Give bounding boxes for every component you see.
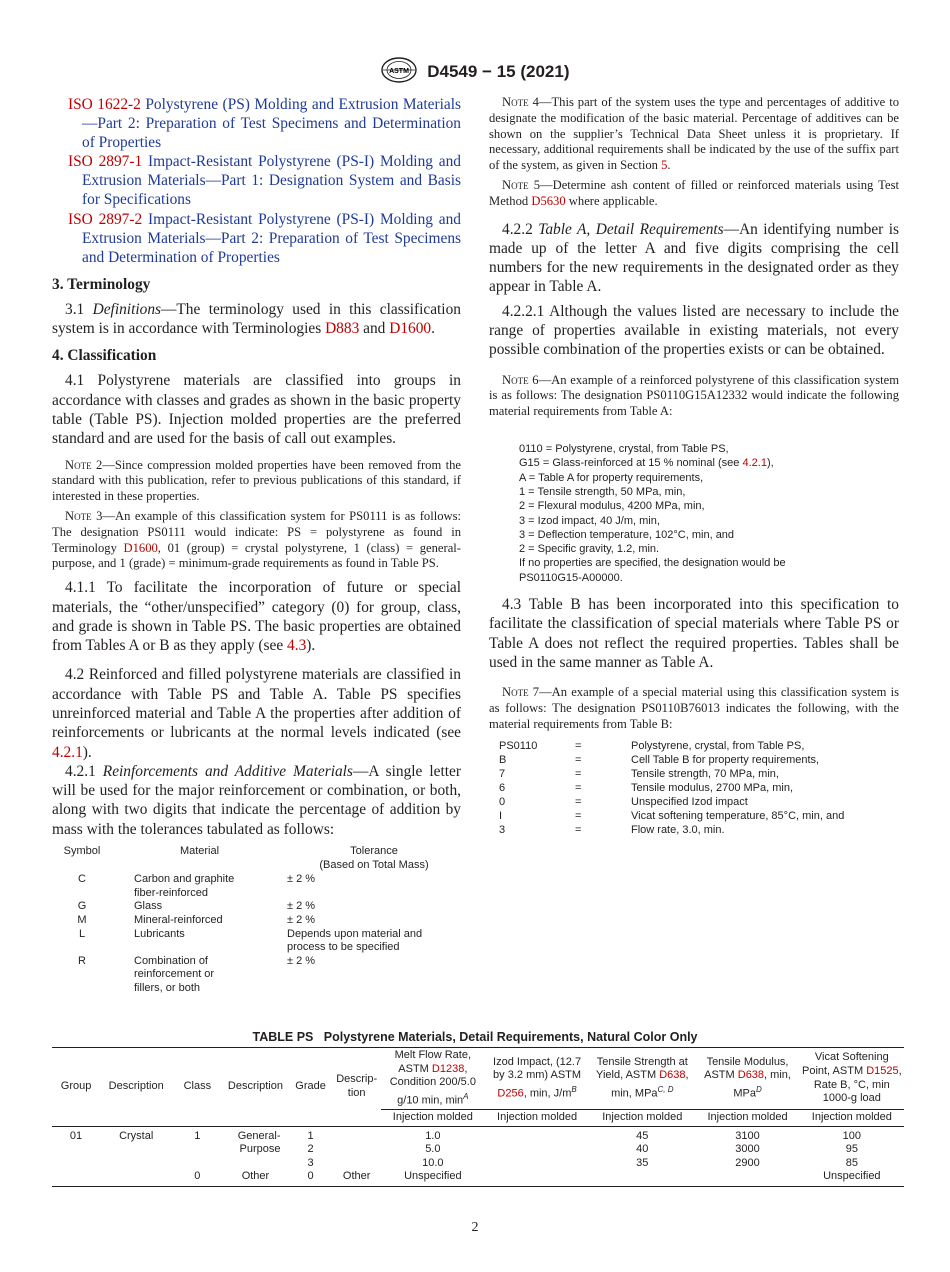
column-header: Tolerance (Based on Total Mass) xyxy=(319,845,429,871)
paragraph-4-3: 4.3 Table B has been incorporated into this specification to facilitate the classification of special materials where Table PS or Table A does not reflect the required properties. Tables shall be used in the same manner as Table A. xyxy=(489,596,899,671)
note-3: Note 3—An example of this classification system for PS0111 is as follows: The designation PS0111 would indicate: PS = polystyrene as found in Terminology D1600, 01 (group) = crystal polystyrene, 1 (class) = general-purpose, and 1 (grade) = minimum-grade requirements as found in Table PS. xyxy=(52,509,461,571)
paragraph-3-1: 3.1 Definitions—The terminology used in this classification system is in accordance with Terminologies D883 and D1600. xyxy=(52,300,461,338)
ref-link-d638[interactable]: D638 xyxy=(737,1069,765,1082)
ref-link-d256[interactable]: D256 xyxy=(497,1087,524,1100)
ref-link-d1525[interactable]: D1525 xyxy=(866,1064,899,1077)
ref-link-d5630[interactable]: D5630 xyxy=(531,193,566,208)
table-row: C Carbon and graphite fiber-reinforced ± 2 % xyxy=(78,873,316,899)
section-heading-classification: 4. Classification xyxy=(52,347,157,365)
table-row: 0 = Unspecified Izod impact xyxy=(499,795,748,808)
table-row: I = Vicat softening temperature, 85°C, min, and xyxy=(499,809,845,822)
iso-code[interactable]: ISO 2897-2 xyxy=(68,210,143,228)
table-row: 0 Other 0 Other Unspecified Unspecified xyxy=(52,1170,904,1186)
table-row: 3 10.0 35 2900 85 xyxy=(307,1156,858,1169)
column-subheader: Injection molded xyxy=(392,1111,473,1124)
ref-link-4-3[interactable]: 4.3 xyxy=(287,637,307,655)
column-subheader: Injection molded xyxy=(602,1111,683,1124)
column-header: Grade xyxy=(295,1080,326,1093)
table-row: B = Cell Table B for property requirements, xyxy=(499,753,820,766)
paragraph-4-2-2: 4.2.2 Table A, Detail Requirements—An identifying number is made up of the letter A and five digits comprising the cell numbers for the new requirements in the designated order as they appear in Table A. xyxy=(489,220,899,296)
paragraph-4-1: 4.1 Polystyrene materials are classified into groups in accordance with classes and grades as shown in the basic property table (Table PS). Injection molded properties are the preferred standard and are used for the basis of call out examples. xyxy=(52,372,461,448)
ref-link-d638[interactable]: D638 xyxy=(659,1069,686,1082)
table-ps xyxy=(52,1047,904,1187)
column-header: Vicat Softening Point, ASTM D1525, Rate B, °C, min 1000-g load xyxy=(801,1051,902,1105)
paragraph-4-2-2-1: 4.2.2.1 Although the values listed are necessary to include the range of properties available in existing materials, not every possible combination of the properties exists or can be obtained. xyxy=(489,302,899,359)
column-subheader: Injection molded xyxy=(497,1111,578,1124)
column-subheader: Injection molded xyxy=(811,1111,892,1124)
ref-link-d1238[interactable]: D1238 xyxy=(431,1062,465,1075)
table-row: G Glass ± 2 % xyxy=(77,900,316,913)
column-header: Izod Impact, (12.7 by 3.2 mm) ASTM D256, min, $J/m^B$ xyxy=(493,1055,582,1100)
iso-reference-list xyxy=(52,95,461,267)
column-subheader: Injection molded xyxy=(707,1111,788,1124)
table-row: 3 = Flow rate, 3.0, min. xyxy=(499,823,725,836)
astm-logo-icon xyxy=(381,57,417,88)
note-6: Note 6—An example of a reinforced polystyrene of this classification system is as follows: The designation PS0110G15A12332 would indicate the following material requirements from Table A: xyxy=(489,372,900,419)
ref-link-section-5[interactable]: 5 xyxy=(661,158,668,173)
column-header: Class xyxy=(183,1080,212,1093)
table-row: M Mineral-reinforced ± 2 % xyxy=(77,914,316,927)
column-header: Symbol xyxy=(63,845,101,858)
column-header: Material xyxy=(179,845,220,858)
table-row: R Combination of reinforcement or fillers, or both ± 2 % xyxy=(78,954,316,994)
table-row: L Lubricants Depends upon material and process to be specified xyxy=(78,927,423,954)
table-ps-title: TABLE PS Polystyrene Materials, Detail Requirements, Natural Color Only xyxy=(252,1030,698,1044)
iso-reference xyxy=(52,152,461,209)
right-column xyxy=(489,95,899,837)
document-designation: D4549 − 15 (2021) xyxy=(427,61,570,81)
table-row: 6 = Tensile modulus, 2700 MPa, min, xyxy=(499,781,794,794)
iso-title[interactable]: Impact-Resistant Polystyrene (PS-I) Molding and Extrusion Materials—Part 2: Preparation of Test Specimens and Determination of Properties xyxy=(82,210,461,266)
iso-code[interactable]: ISO 2897-1 xyxy=(68,153,143,171)
table-row: 01 Crystal 1 General- 1 1.0 45 3100 100 xyxy=(69,1129,861,1142)
note-4: Note 4—This part of the system uses the type and percentages of additive to designate the modification of the basic material. Percentage of additives can be shown on the supplier’s Technical Data Sheet unless it is proprietary. If necessary, additional requirements shall be indicated by the use of the suffix part of the system, as given in Section 5. xyxy=(489,95,899,173)
ref-link-d1600[interactable]: D1600 xyxy=(389,320,432,338)
column-header: Tensile Strength at Yield, ASTM D638, min, MPa$^{C, D}$ xyxy=(596,1055,689,1100)
tolerance-table xyxy=(52,845,461,996)
note-2: Note 2—Since compression molded properties have been removed from the standard with this publication, refer to previous publications of this standard, if interested in these properties. xyxy=(52,457,461,504)
iso-title[interactable]: Impact-Resistant Polystyrene (PS-I) Molding and Extrusion Materials—Part 1: Designation System and Basis for Specifications xyxy=(82,153,461,209)
column-header: Group xyxy=(60,1080,92,1093)
ref-link-d1600[interactable]: D1600 xyxy=(123,540,158,555)
example-designation-7 xyxy=(499,739,844,837)
example-designation-6: 0110 = Polystyrene, crystal, from Table PS, G15 = Glass-reinforced at 15 % nominal (see 4.2.1), A = Table A for property requirements, 1 = Tensile strength, 50 MPa, min, 2 = Flexural modulus, 4200 MPa, min, 3 = Izod impact, 40 J/m, min, 3 = Deflection temperature, 102°C, min, and 2 = Specific gravity, 1.2, min. If no properties are specified, the designation would be PS0110G15-A00000. xyxy=(519,443,786,584)
iso-reference xyxy=(52,95,461,152)
column-header: Melt Flow Rate, ASTM D1238, Condition 200/5.0 g/10 min, $\min^A$ xyxy=(389,1049,476,1107)
note-5: Note 5—Determine ash content of filled or reinforced materials using Test Method D5630 where applicable. xyxy=(489,177,899,208)
paragraph-4-1-1: 4.1.1 To facilitate the incorporation of future or special materials, the “other/unspecified” category (0) for group, class, and grade is shown in Table PS. The basic properties are obtained from Tables A or B as they apply (see 4.3). xyxy=(52,579,461,655)
note-7: Note 7—An example of a special material using this classification system is as follows: The designation PS0110B76013 indicates the following, with the material requirements from Table B: xyxy=(489,685,899,731)
left-column xyxy=(52,95,461,996)
ref-link-4-2-1[interactable]: 4.2.1 xyxy=(742,457,767,470)
ref-link-d883[interactable]: D883 xyxy=(325,320,360,338)
iso-code[interactable]: ISO 1622-2 xyxy=(68,96,141,113)
section-heading-terminology: 3. Terminology xyxy=(52,275,151,293)
page-number: 2 xyxy=(471,1220,479,1235)
table-row: PS0110 = Polystyrene, crystal, from Table PS, xyxy=(499,739,805,752)
iso-title[interactable]: Polystyrene (PS) Molding and Extrusion Materials—Part 2: Preparation of Test Specimens and Determination of Properties xyxy=(82,96,461,152)
column-header: Tensile Modulus, ASTM D638, min, MPa$^D$ xyxy=(704,1055,791,1100)
column-header: Descrip-tion xyxy=(336,1073,378,1099)
astm-logo-text: ASTM xyxy=(388,68,409,75)
paragraph-4-2-1: 4.2.1 Reinforcements and Additive Materials—A single letter will be used for the major reinforcement or combination, or both, along with two digits that indicate the percentage of addition by mass with the tolerances tabulated as follows: xyxy=(52,762,461,838)
iso-reference xyxy=(52,210,461,267)
column-header: Description xyxy=(227,1080,283,1093)
paragraph-4-2: 4.2 Reinforced and filled polystyrene materials are classified in accordance with Table PS and Table A. Table PS specifies unreinforced material and Table A the properties after addition of reinforcements or lubricants at the normal levels indicated (see 4.2.1). xyxy=(52,666,461,761)
table-row: Purpose 2 5.0 40 3000 95 xyxy=(239,1143,858,1156)
column-header: Description xyxy=(108,1080,164,1093)
page-header xyxy=(0,57,950,88)
ref-link-4-2-1[interactable]: 4.2.1 xyxy=(52,743,83,761)
table-row: 7 = Tensile strength, 70 MPa, min, xyxy=(499,767,779,780)
